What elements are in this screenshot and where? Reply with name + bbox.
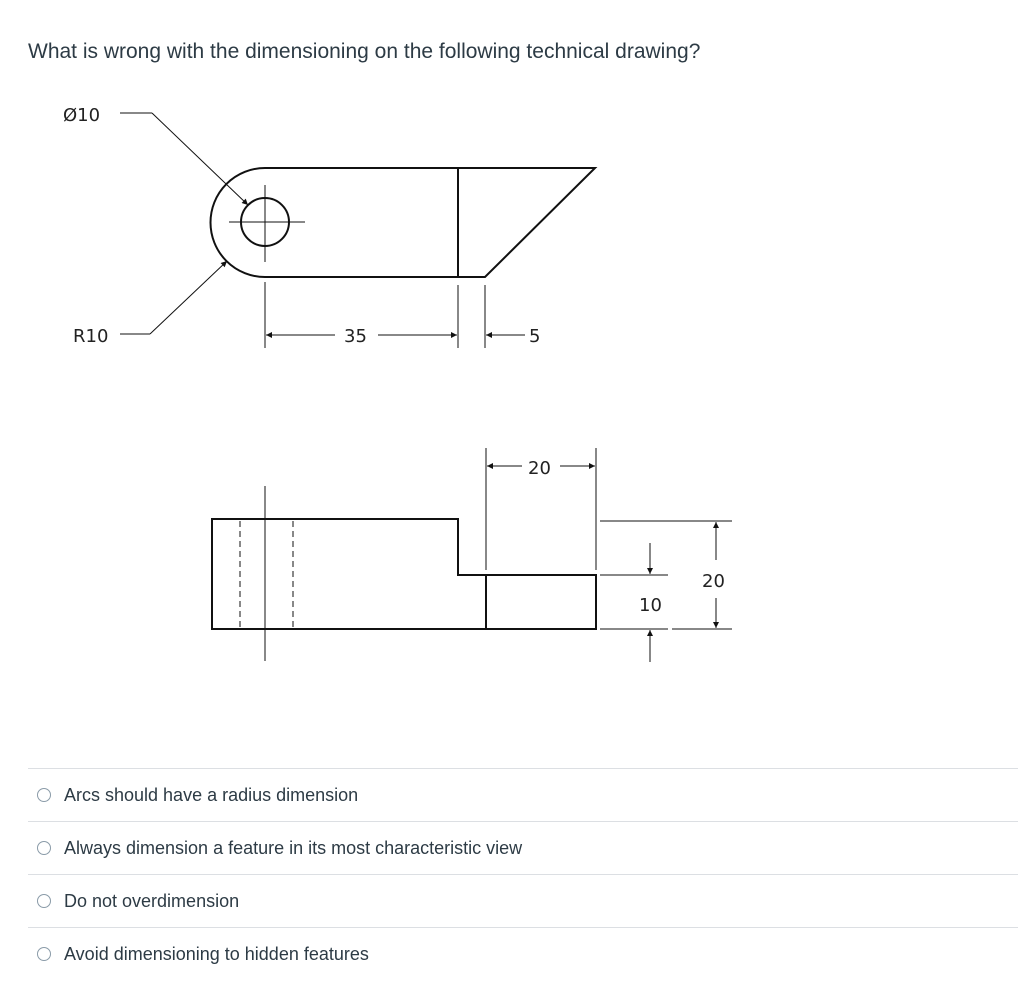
- answer-option-2[interactable]: [28, 821, 1018, 874]
- answer-option-3[interactable]: [28, 874, 1018, 927]
- answer-option-1[interactable]: [28, 768, 1018, 821]
- front-view-outline: [212, 519, 596, 629]
- top-dimensions: [265, 282, 525, 348]
- front-view: [212, 519, 596, 629]
- dim-35-label: 35: [344, 326, 367, 347]
- dim-5-label: 5: [529, 326, 541, 347]
- answer-option-label: Do not overdimension: [64, 890, 240, 911]
- dim-20-height-label: 20: [702, 571, 725, 592]
- answer-option-4[interactable]: [28, 927, 1018, 980]
- diameter-label: Ø10: [63, 105, 101, 126]
- answer-option-label: Always dimension a feature in its most characteristic view: [64, 837, 523, 858]
- answer-option-label: Avoid dimensioning to hidden features: [64, 943, 369, 964]
- hidden-lines: [240, 521, 293, 627]
- radio-button[interactable]: [37, 788, 51, 802]
- radio-button[interactable]: [37, 947, 51, 961]
- dim-10-label: 10: [639, 595, 662, 616]
- answer-options: [28, 768, 1018, 980]
- radio-button[interactable]: [37, 841, 51, 855]
- diameter-leader: [120, 113, 248, 205]
- answer-option-label: Arcs should have a radius dimension: [64, 784, 359, 805]
- radio-button[interactable]: [37, 894, 51, 908]
- question-text: What is wrong with the dimensioning on the following technical drawing?: [28, 40, 701, 63]
- radius-label: R10: [73, 326, 109, 347]
- radius-leader: [120, 261, 227, 334]
- dim-20-width-label: 20: [528, 458, 551, 479]
